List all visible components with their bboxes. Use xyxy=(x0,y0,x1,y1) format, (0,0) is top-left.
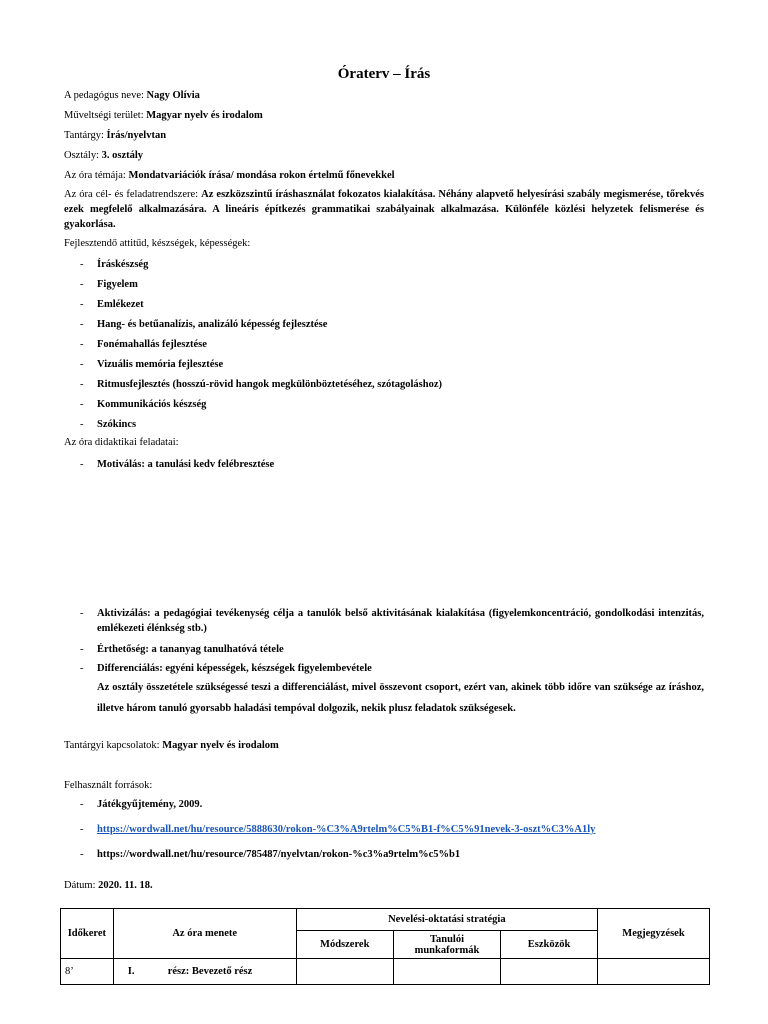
date-label: Dátum: xyxy=(64,880,99,891)
area-label: Műveltségi terület: xyxy=(64,110,147,121)
table-cell xyxy=(501,959,598,985)
skills-list xyxy=(80,258,442,438)
list-item: - Figyelem xyxy=(80,278,442,298)
subject-value: Írás/nyelvtan xyxy=(106,130,167,141)
list-item: - Kommunikációs készség xyxy=(80,398,442,418)
list-item: - Motiválás: a tanulási kedv felébresztése xyxy=(80,458,274,478)
class-line xyxy=(64,150,143,161)
row-flow-text: rész: Bevezető rész xyxy=(167,966,253,977)
col-methods-header: Módszerek xyxy=(296,931,393,959)
list-item: - Ritmusfejlesztés (hosszú-rövid hangok megkülönböztetéséhez, szótagoláshoz) xyxy=(80,378,442,398)
list-item: - Játékgyűjtemény, 2009. xyxy=(80,798,595,823)
source-link-item xyxy=(80,823,595,848)
col-tools-header: Eszközök xyxy=(501,931,598,959)
list-item: - Fonémahallás fejlesztése xyxy=(80,338,442,358)
teacher-value: Nagy Olívia xyxy=(146,90,200,101)
subject-line xyxy=(64,130,166,141)
list-item: - Hang- és betűanalízis, analizáló képesség fejlesztése xyxy=(80,318,442,338)
row-time: 8’ xyxy=(61,959,114,985)
list-item: - Vizuális memória fejlesztése xyxy=(80,358,442,378)
area-value: Magyar nyelv és irodalom xyxy=(146,110,263,121)
sources-heading: Felhasznált források: xyxy=(64,780,153,791)
col-time-header: Időkeret xyxy=(61,909,114,959)
didactic-first-list xyxy=(80,458,274,478)
goals-value: Az eszközszintű íráshasználat fokozatos kialakítása. Néhány alapvető helyesírási szabály megismerése, tőrekvés ezek megfelelő alkalmazására. A lineáris építkezés grammatikai szabályainak alkalmazása. Különféle közlési helyzetek felismerése és gyakorlása. xyxy=(64,189,704,230)
differentiation-note: Az osztály összetétele szükségessé teszi a differenciálást, mivel összevont csoport, ezért van, akinek több időre van szüksége az íráshoz, illetve három tanuló gyorsabb haladási tempóval dolgozik, nekik plusz feladatok szükségesek. xyxy=(97,682,704,714)
connections-value: Magyar nyelv és irodalom xyxy=(162,740,279,751)
skills-heading: Fejlesztendő attitűd, készségek, képességek: xyxy=(64,238,251,249)
connections-label: Tantárgyi kapcsolatok: xyxy=(64,740,163,751)
class-label: Osztály: xyxy=(64,150,102,161)
list-item: - Aktivizálás: a pedagógiai tevékenység célja a tanulók belső aktivitásának kialakítása (figyelemkoncentráció, gondolkodási intenzitás, emlékezeti élénkség stb.) xyxy=(80,606,704,636)
list-item: - https://wordwall.net/hu/resource/785487/nyelvtan/rokon-%c3%a9rtelm%c5%b1 xyxy=(80,848,595,868)
list-item: - Érthetőség: a tananyag tanulhatóvá tétele xyxy=(80,642,704,657)
table-cell xyxy=(296,959,393,985)
area-line xyxy=(64,110,263,121)
list-item: - Szókincs xyxy=(80,418,442,438)
table-cell xyxy=(597,959,709,985)
list-item: - Emlékezet xyxy=(80,298,442,318)
connections-line xyxy=(64,740,279,751)
teacher-line xyxy=(64,90,200,101)
col-workforms-header: Tanulói munkaformák xyxy=(393,931,500,959)
table-cell xyxy=(393,959,500,985)
col-notes-header: Megjegyzések xyxy=(597,909,709,959)
topic-line xyxy=(64,170,395,181)
date-line xyxy=(64,880,153,891)
didactic-list xyxy=(80,606,704,676)
topic-label: Az óra témája: xyxy=(64,170,129,181)
list-item: - Differenciálás: egyéni képességek, készségek figyelembevétele xyxy=(80,661,704,676)
col-strategy-header: Nevelési-oktatási stratégia xyxy=(296,909,597,931)
subject-label: Tantárgy: xyxy=(64,130,107,141)
sources-list xyxy=(80,798,595,868)
topic-value: Mondatvariációk írása/ mondása rokon értelmű főnevekkel xyxy=(128,170,395,181)
date-value: 2020. 11. 18. xyxy=(98,880,153,891)
page-title: Óraterv – Írás xyxy=(337,66,431,82)
row-part-number: I. xyxy=(127,966,135,977)
goals-label: Az óra cél- és feladatrendszere: xyxy=(64,189,202,200)
didactic-heading: Az óra didaktikai feladatai: xyxy=(64,437,179,448)
row-flow xyxy=(113,959,296,985)
goals-paragraph xyxy=(64,187,704,232)
table-row xyxy=(61,959,710,985)
class-value: 3. osztály xyxy=(101,150,144,161)
col-flow-header: Az óra menete xyxy=(113,909,296,959)
list-item: - Íráskészség xyxy=(80,258,442,278)
teacher-label: A pedagógus neve: xyxy=(64,90,147,101)
source-link[interactable]: https://wordwall.net/hu/resource/5888630/rokon-%C3%A9rtelm%C5%B1-f%C5%91nevek-3-oszt%C3%A1ly xyxy=(97,824,596,835)
lesson-table xyxy=(60,908,710,985)
